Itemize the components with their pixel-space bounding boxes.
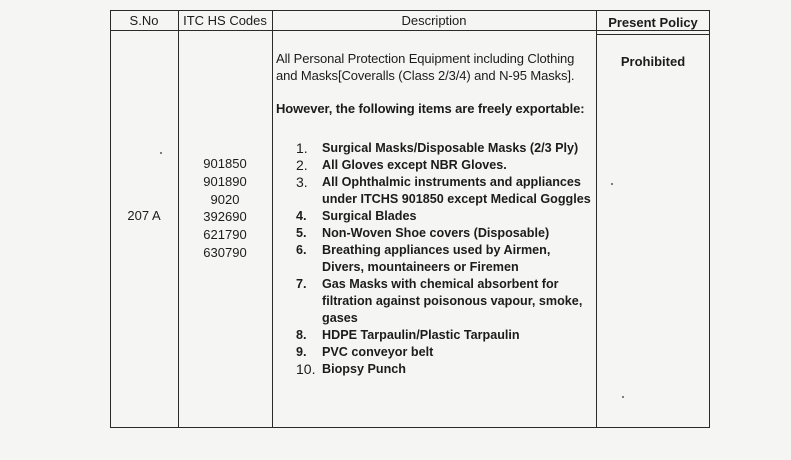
exempt-item: [296, 225, 596, 242]
item-number: 7.: [296, 277, 307, 291]
scan-speck: [611, 183, 613, 185]
item-number: 1.: [296, 140, 308, 156]
item-text-line: Biopsy Punch: [322, 362, 406, 376]
item-text-line: filtration against poisonous vapour, smoke,: [322, 294, 583, 308]
item-text-line: gases: [322, 311, 358, 325]
exemption-heading: However, the following items are freely exportable:: [276, 101, 585, 116]
item-text-line: Gas Masks with chemical absorbent for: [322, 277, 559, 291]
item-text-line: Breathing appliances used by Airmen,: [322, 243, 551, 257]
item-number: 4.: [296, 209, 307, 223]
exempt-item: [296, 208, 596, 225]
item-text-line: HDPE Tarpaulin/Plastic Tarpaulin: [322, 328, 520, 342]
item-number: 2.: [296, 157, 308, 173]
column-divider: [596, 10, 597, 428]
item-text-line: PVC conveyor belt: [322, 345, 434, 359]
exempt-item: [296, 276, 596, 327]
header-sno: S.No: [129, 13, 159, 28]
exempt-item: [296, 327, 596, 344]
item-number: 10.: [296, 361, 316, 377]
hs-code-list: [178, 155, 272, 262]
description-lead-line: and Masks[Coveralls (Class 2/3/4) and N-95 Masks].: [276, 68, 575, 83]
hs-code: 392690: [203, 209, 247, 225]
description-lead-line: All Personal Protection Equipment including Clothing: [276, 51, 575, 66]
item-text-line: Surgical Masks/Disposable Masks (2/3 Ply): [322, 141, 579, 155]
header-present-policy: Present Policy: [608, 15, 698, 30]
exempt-items-list: [296, 140, 596, 378]
item-text-line: under ITCHS 901850 except Medical Goggles: [322, 192, 591, 206]
header-hs-codes: ITC HS Codes: [183, 13, 267, 28]
item-text-line: Divers, mountaineers or Firemen: [322, 260, 519, 274]
column-divider: [272, 10, 273, 428]
hs-code: 901850: [203, 156, 247, 171]
exempt-item: [296, 242, 596, 276]
exempt-item: [296, 344, 596, 361]
exempt-item: [296, 174, 596, 208]
hs-code: 621790: [203, 227, 247, 243]
scan-speck: [622, 396, 624, 398]
policy-header-underline: [596, 34, 710, 35]
item-text-line: All Ophthalmic instruments and appliances: [322, 175, 581, 189]
item-number: 3.: [296, 174, 308, 190]
row-serial-number: 207 A: [127, 208, 161, 223]
scan-speck: [160, 152, 162, 154]
header-description: Description: [401, 13, 467, 28]
policy-status: Prohibited: [620, 54, 686, 69]
item-text-line: All Gloves except NBR Gloves.: [322, 158, 507, 172]
exempt-item: [296, 140, 596, 157]
hs-code: 630790: [203, 244, 247, 260]
exempt-item: [296, 361, 596, 378]
hs-code: 9020: [210, 191, 240, 207]
item-number: 9.: [296, 345, 307, 359]
item-text-line: Non-Woven Shoe covers (Disposable): [322, 226, 550, 240]
exempt-item: [296, 157, 596, 174]
item-number: 6.: [296, 243, 307, 257]
item-text-line: Surgical Blades: [322, 209, 417, 223]
item-number: 8.: [296, 328, 307, 342]
description-text: [276, 50, 594, 117]
hs-code: 901890: [203, 173, 247, 189]
item-number: 5.: [296, 226, 307, 240]
